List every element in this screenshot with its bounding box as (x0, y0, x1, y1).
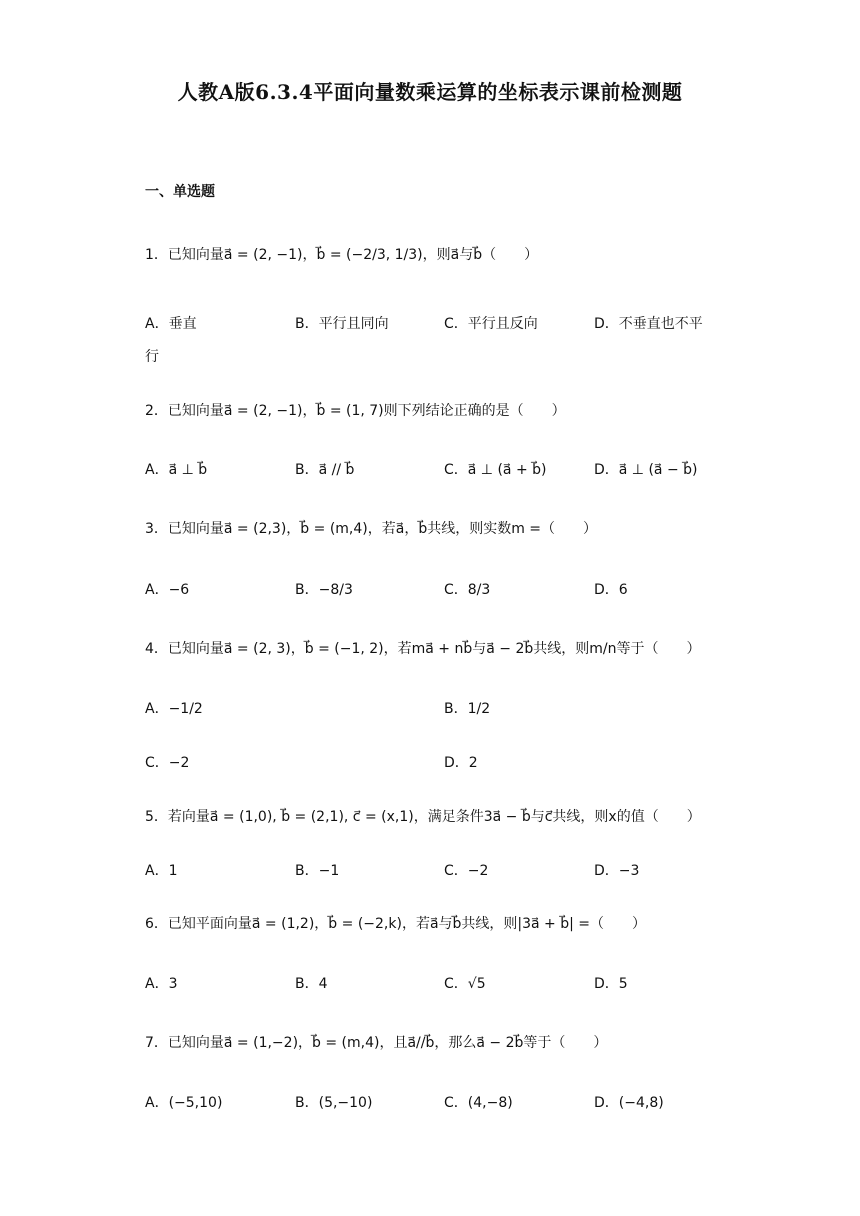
page-title: 人教A版6.3.4平面向量数乘运算的坐标表示课前检测题 (177, 80, 683, 104)
q6-option-c: C．√5 (444, 976, 486, 992)
question-3: 3．已知向量a⃗ = (2,3)，b⃗ = (m,4)，若a⃗，b⃗共线，则实数m =（ ） (145, 521, 598, 537)
q1-option-c: C．平行且反向 (444, 316, 538, 332)
q5-option-a: A．1 (145, 863, 178, 879)
q5-option-d: D．−3 (594, 863, 640, 879)
q1-option-b: B．平行且同向 (295, 316, 389, 332)
q5-option-b: B．−1 (295, 863, 340, 879)
question-6: 6．已知平面向量a⃗ = (1,2)，b⃗ = (−2,k)，若a⃗与b⃗共线，则|3a⃗ + b⃗| =（ ） (145, 916, 647, 932)
q4-option-b: B．1/2 (444, 701, 491, 717)
q2-option-b: B．a⃗ // b⃗ (295, 462, 355, 478)
q4-option-a: A．−1/2 (145, 701, 203, 717)
q2-option-c: C．a⃗ ⊥ (a⃗ + b⃗) (444, 462, 547, 478)
question-2: 2．已知向量a⃗ = (2, −1)，b⃗ = (1, 7)则下列结论正确的是（ ） (145, 403, 566, 419)
q5-option-c: C．−2 (444, 863, 489, 879)
q2-option-a: A．a⃗ ⊥ b⃗ (145, 462, 208, 478)
q1-option-d-wrap: 行 (145, 349, 159, 365)
q3-option-d: D．6 (594, 582, 628, 598)
q4-option-c: C．−2 (145, 755, 190, 771)
question-7: 7．已知向量a⃗ = (1,−2)，b⃗ = (m,4)，且a⃗//b⃗，那么a⃗ − 2b⃗等于（ ） (145, 1035, 608, 1051)
q6-option-b: B．4 (295, 976, 328, 992)
q3-option-b: B．−8/3 (295, 582, 353, 598)
q3-option-c: C．8/3 (444, 582, 491, 598)
q4-option-d: D．2 (444, 755, 478, 771)
question-1: 1．已知向量a⃗ = (2, −1)，b⃗ = (−2/3, 1/3)，则a⃗与b⃗（ ） (145, 247, 539, 263)
q1-option-a: A．垂直 (145, 316, 197, 332)
q7-option-b: B．(5,−10) (295, 1095, 373, 1111)
q7-option-c: C．(4,−8) (444, 1095, 513, 1111)
q3-option-a: A．−6 (145, 582, 190, 598)
q6-option-d: D．5 (594, 976, 628, 992)
question-4: 4．已知向量a⃗ = (2, 3)，b⃗ = (−1, 2)，若ma⃗ + nb⃗与a⃗ − 2b⃗共线，则m/n等于（ ） (145, 641, 701, 657)
q1-option-d: D．不垂直也不平 (594, 316, 703, 332)
q6-option-a: A．3 (145, 976, 178, 992)
q7-option-a: A．(−5,10) (145, 1095, 223, 1111)
section-heading: 一、单选题 (145, 184, 215, 200)
question-5: 5．若向量a⃗ = (1,0), b⃗ = (2,1), c⃗ = (x,1)，满足条件3a⃗ − b⃗与c⃗共线，则x的值（ ） (145, 809, 701, 825)
q7-option-d: D．(−4,8) (594, 1095, 664, 1111)
q2-option-d: D．a⃗ ⊥ (a⃗ − b⃗) (594, 462, 698, 478)
